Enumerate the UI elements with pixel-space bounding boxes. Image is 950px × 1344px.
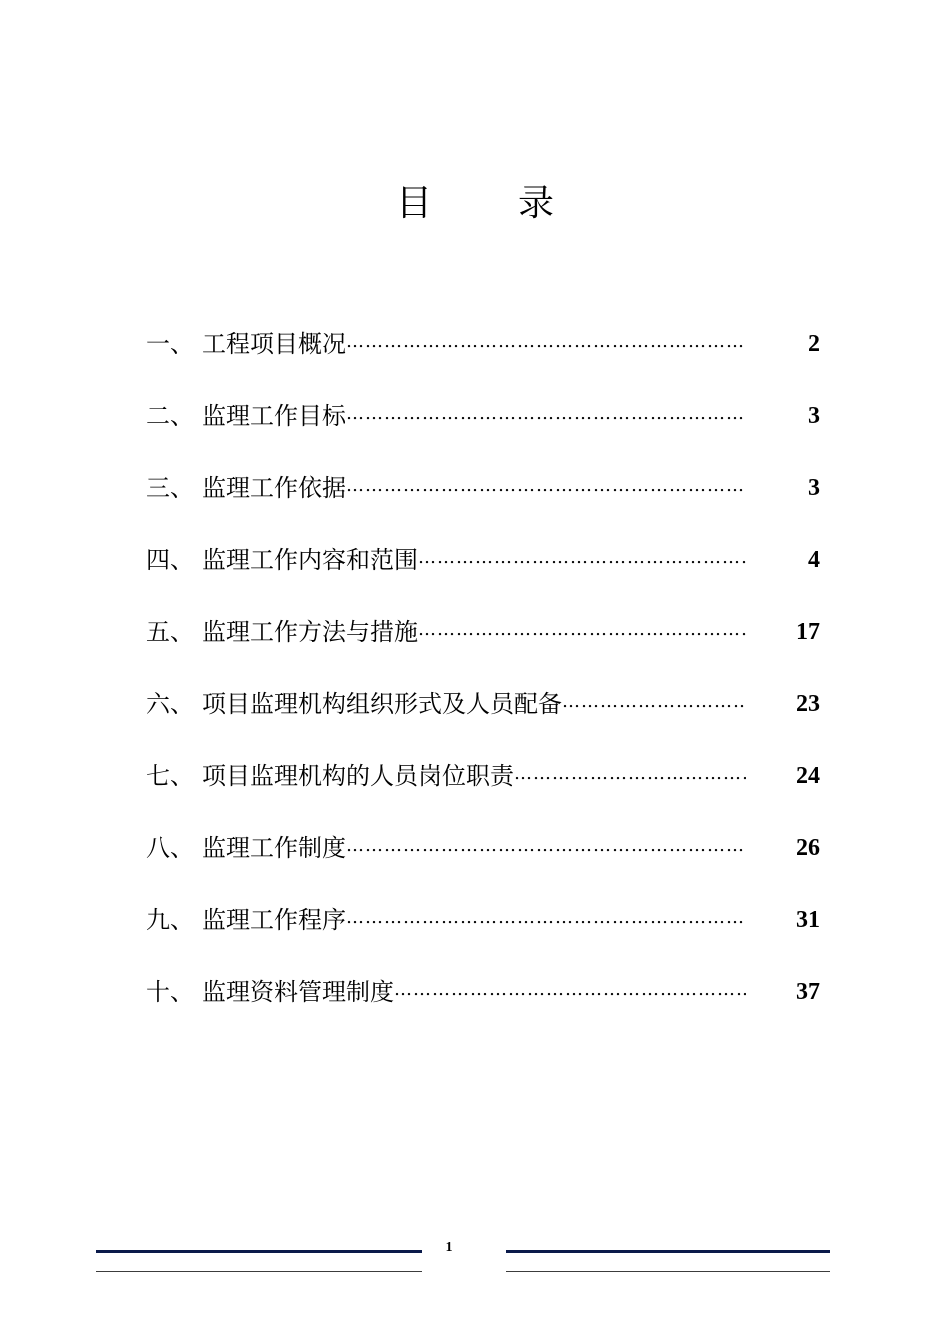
toc-entry-page: 23	[796, 691, 820, 717]
toc-entry-title: 项目监理机构组织形式及人员配备	[202, 690, 562, 718]
toc-entry-title: 工程项目概况	[202, 330, 346, 358]
toc-dot-leader	[514, 750, 746, 798]
toc-entry-page: 24	[796, 763, 820, 789]
toc-dot-leader	[418, 606, 746, 654]
toc-dot-leader	[418, 534, 746, 582]
toc-entry-page: 37	[796, 979, 820, 1005]
page-footer	[0, 1238, 950, 1278]
toc-entry-6[interactable]	[146, 668, 820, 740]
footer-rule-right-thick	[506, 1250, 830, 1253]
toc-dot-leader	[346, 318, 746, 366]
footer-page-number: 1	[445, 1240, 453, 1255]
toc-entry-page: 3	[808, 403, 820, 429]
toc-entry-number: 九、	[146, 906, 194, 934]
toc-entry-title: 监理工作制度	[202, 834, 346, 862]
toc-entry-number: 三、	[146, 474, 194, 502]
toc-dot-leader	[346, 822, 746, 870]
toc-entry-9[interactable]	[146, 884, 820, 956]
toc-entry-title: 监理工作方法与措施	[202, 618, 418, 646]
toc-entry-2[interactable]	[146, 380, 820, 452]
toc-entry-title: 监理工作目标	[202, 402, 346, 430]
toc-entry-title: 项目监理机构的人员岗位职责	[202, 762, 514, 790]
toc-title-char-1: 目	[395, 183, 432, 224]
toc-entry-number: 八、	[146, 834, 194, 862]
toc-entry-page: 4	[808, 547, 820, 573]
toc-entry-title: 监理工作内容和范围	[202, 546, 418, 574]
toc-entry-3[interactable]	[146, 452, 820, 524]
toc-entry-number: 二、	[146, 402, 194, 430]
toc-dot-leader	[562, 678, 746, 726]
toc-entry-title: 监理资料管理制度	[202, 978, 394, 1006]
toc-dot-leader	[346, 390, 746, 438]
footer-rule-left-thick	[96, 1250, 422, 1253]
toc-entry-title: 监理工作程序	[202, 906, 346, 934]
toc-entry-title: 监理工作依据	[202, 474, 346, 502]
toc-dot-leader	[346, 462, 746, 510]
toc-entry-page: 31	[796, 907, 820, 933]
toc-dot-leader	[394, 966, 746, 1014]
toc-entry-10[interactable]	[146, 956, 820, 1028]
toc-entry-1[interactable]	[146, 308, 820, 380]
toc-entry-number: 四、	[146, 546, 194, 574]
toc-entry-number: 七、	[146, 762, 194, 790]
toc-entry-7[interactable]	[146, 740, 820, 812]
toc-entry-page: 26	[796, 835, 820, 861]
toc-entry-4[interactable]	[146, 524, 820, 596]
toc-title-char-2: 录	[518, 183, 555, 224]
toc-entry-number: 五、	[146, 618, 194, 646]
toc-entry-number: 一、	[146, 330, 194, 358]
toc-dot-leader	[346, 894, 746, 942]
toc-entry-page: 3	[808, 475, 820, 501]
toc-title	[0, 180, 950, 228]
toc-entry-page: 17	[796, 619, 820, 645]
footer-rule-right-thin	[506, 1271, 830, 1272]
toc-entry-number: 六、	[146, 690, 194, 718]
table-of-contents	[146, 308, 820, 1028]
footer-rule-left-thin	[96, 1271, 422, 1272]
toc-entry-5[interactable]	[146, 596, 820, 668]
toc-entry-page: 2	[808, 331, 820, 357]
toc-entry-8[interactable]	[146, 812, 820, 884]
toc-entry-number: 十、	[146, 978, 194, 1006]
